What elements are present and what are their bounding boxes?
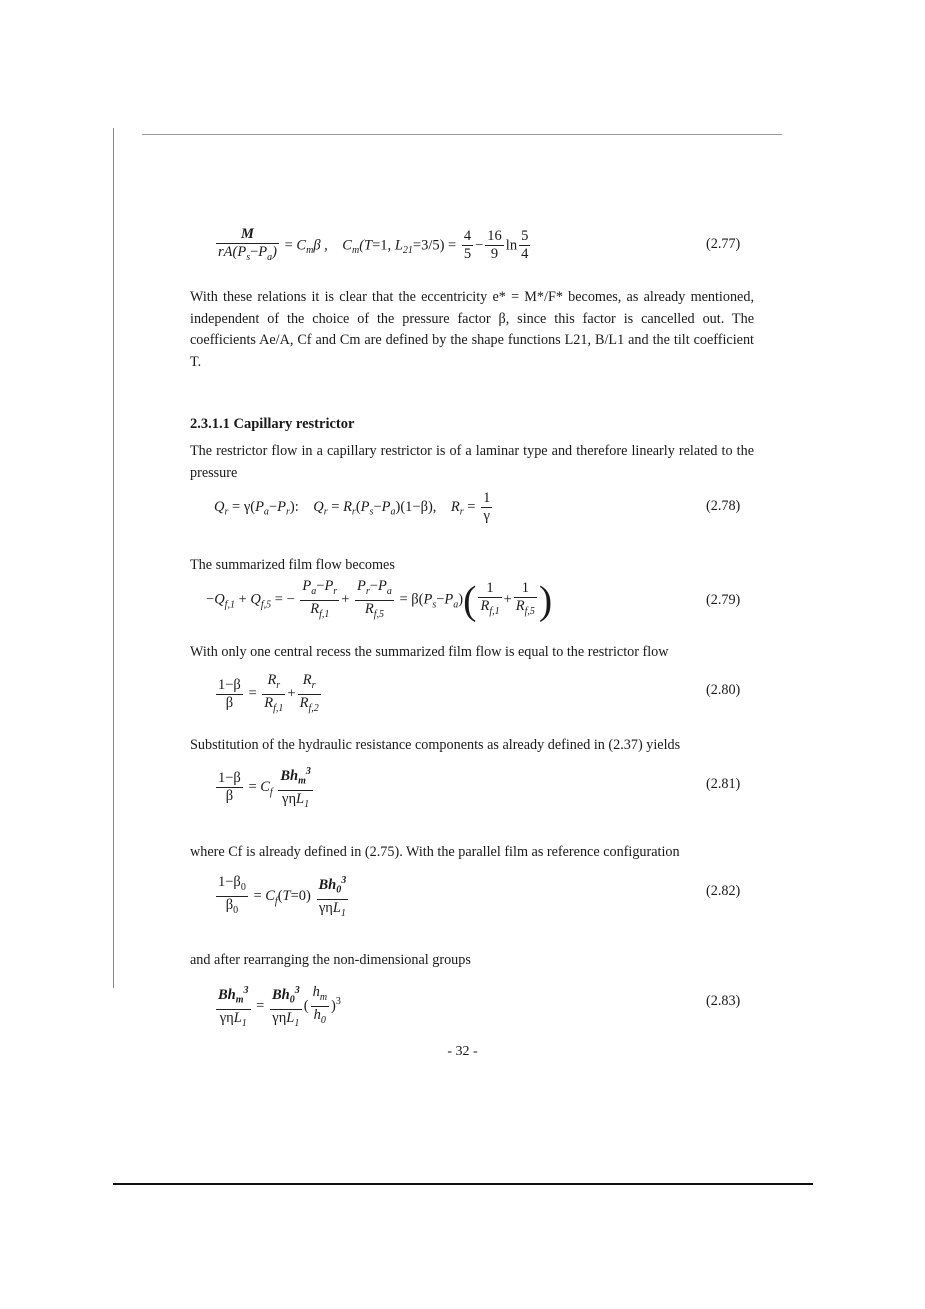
- equation-number: (2.77): [706, 236, 741, 252]
- equation-2-78: $Q_r = \gamma(P_a-P_r)$: $Q_r = R_r(P_s-P_a)(1-\beta)$, $R_r$ = $\frac{1}{\gamma}$: [214, 490, 491, 524]
- equation-2-80: $\frac{1-\beta}{\beta}$ = $\frac{R_r}{R_{f,1}}$ + $\frac{R_r}{R_{f,2}}$: [218, 672, 319, 714]
- equation-2-81: $\frac{1-\beta}{\beta}$ = $C_f$ $\frac{Bh_m^3}{\gamma\eta L_1}$: [214, 763, 315, 813]
- equation-number: (2.81): [706, 776, 741, 792]
- paragraph: With only one central recess the summarized film flow is equal to the restrictor flow: [190, 644, 669, 660]
- equation-number: (2.80): [706, 682, 741, 698]
- equation-number: (2.82): [706, 883, 741, 899]
- equation-2-77: $\frac{M}{rA(P_s-P_a)}$ = $C_m\beta$ , $C_m(T=1$, $L_{21}=3/5$) = $\frac{4}{5}$ − $\frac{16}{9}$ ln $\frac{5}{4}$: [218, 226, 529, 263]
- equation-2-82: $\frac{1-\beta_0}{\beta_0}$ = $C_f(T=0)$ $\frac{Bh_0^3}{\gamma\eta L_1}$: [214, 872, 350, 922]
- equation-number: (2.79): [706, 592, 741, 608]
- paragraph: The restrictor flow in a capillary restrictor is of a laminar type and therefore linearly related to the pressure: [190, 443, 754, 481]
- paragraph: where Cf is already defined in (2.75). With the parallel film as reference configuration: [190, 844, 680, 860]
- equation-number: (2.78): [706, 498, 741, 514]
- left-margin-line: [113, 128, 114, 988]
- page-number: - 32 -: [447, 1044, 478, 1059]
- paragraph: and after rearranging the non-dimensional groups: [190, 952, 471, 968]
- top-rule: [142, 134, 782, 135]
- bottom-rule: [113, 1183, 813, 1185]
- section-heading: 2.3.1.1 Capillary restrictor: [190, 416, 355, 432]
- paragraph: The summarized film flow becomes: [190, 557, 395, 573]
- paragraph: Substitution of the hydraulic resistance components as already defined in (2.37) yields: [190, 737, 681, 753]
- equation-2-83: $\frac{Bh_m^3}{\gamma\eta L_1}$ = $\frac{Bh_0^3}{\gamma\eta L_1}$ ( $\frac{h_m}{h_0}$ )$^3$: [214, 982, 341, 1032]
- paragraph: With these relations it is clear that the eccentricity e* = M*/F* becomes, as already mentioned, independent of the choice of the pressure factor β, since this factor is cancelled out. The coefficients Ae/A, Cf and Cm are defined by the shape functions L21, B/L1 and the tilt coefficient T.: [190, 289, 754, 370]
- equation-2-79: $-Q_{f,1} + Q_{f,5}$ = − $\frac{P_a-P_r}{R_{f,1}}$ + $\frac{P_r-P_a}{R_{f,5}}$ = $\beta(P_s-P_a)$( $\frac{1}{R_{f,1}}$ + $\frac{1}{R_{f,5}}$ ): [206, 577, 553, 623]
- equation-number: (2.83): [706, 993, 741, 1009]
